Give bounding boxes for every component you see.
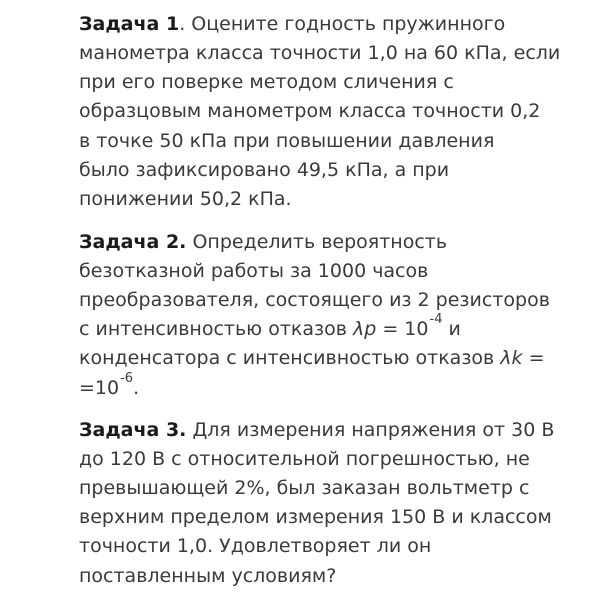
task-1-text: . Оцените годность пружинного [179,13,506,35]
task-3-text: Для измерения напряжения от 30 В [186,419,555,441]
task-2-line-4 [79,312,461,340]
task-2-label: Задача 2. [79,231,187,253]
task-2-line-4-eq: = 10 [376,318,429,340]
lambda-r: λр [353,318,377,340]
task-1-label: Задача 1 [79,13,180,35]
task-3-label: Задача 3. [79,419,187,441]
task-2-line-5 [79,347,545,369]
task-1-line-2: манометра класса точности 1,0 на 60 кПа, если [79,42,561,64]
task-2-line-1 [79,231,447,253]
task-1-line-3: при его поверке методом сличения с [79,71,454,93]
task-3-line-5: точности 1,0. Удовлетворяет ли он [79,535,432,557]
task-3-line-2: до 120 В с относительной погрешностью, не [79,448,530,470]
task-2-line-3: преобразователя, состоящего из 2 резисторов [79,289,550,311]
task-2-line-6-text: =10 [79,377,120,399]
exponent-minus-6: -6 [120,371,134,386]
task-1-line-6: было зафиксировано 49,5 кПа, а при [79,159,450,181]
task-1-line-5: в точке 50 кПа при повышении давления [79,130,495,152]
task-2-line-6 [79,371,140,399]
task-2-text: Определить вероятность [186,231,448,253]
task-3-line-1 [79,419,554,441]
task-2-line-4-text: с интенсивностью отказов [79,318,353,340]
task-1-line-4: образцовым манометром класса точности 0,2 [79,100,541,122]
task-3-line-6: поставленным условиям? [79,565,337,587]
document-page [79,0,579,600]
task-2-line-5-text: конденсатора с интенсивностью отказов [79,347,501,369]
lambda-k: λk [500,347,523,369]
task-1-line-7: понижении 50,2 кПа. [79,188,292,210]
task-2-line-4-end: и [442,318,461,340]
exponent-minus-4: -4 [429,312,443,327]
task-2-line-5-eq: = [522,347,545,369]
task-2-line-2: безотказной работы за 1000 часов [79,260,429,282]
task-3-line-3: превышающей 2%, был заказан вольтметр с [79,477,530,499]
task-1-line-1 [79,13,505,35]
task-3-line-4: верхним пределом измерения 150 В и классом [79,506,552,528]
task-2-line-6-end: . [133,377,140,399]
